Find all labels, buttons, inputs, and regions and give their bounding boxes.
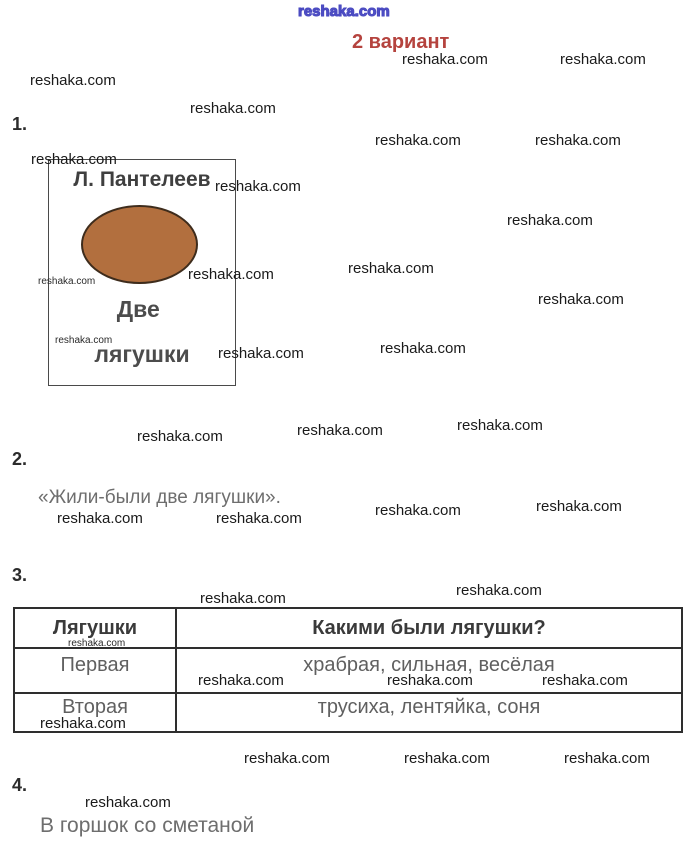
watermark: reshaka.com	[507, 212, 593, 229]
watermark: reshaka.com	[200, 590, 286, 607]
question-2-number: 2.	[12, 449, 28, 469]
watermark-outline: reshaka.com	[298, 3, 390, 20]
watermark: reshaka.com	[542, 672, 628, 689]
watermark: reshaka.com	[190, 100, 276, 117]
watermark: reshaka.com	[216, 510, 302, 527]
watermark: reshaka.com	[31, 151, 117, 168]
watermark: reshaka.com	[40, 715, 126, 732]
question-4-answer: В горшок со сметаной	[40, 814, 255, 837]
question-1-number: 1.	[12, 114, 28, 134]
watermark: reshaka.com	[198, 672, 284, 689]
book-title-line1: Две	[116, 296, 160, 322]
table-cell-frog: Вторая	[14, 693, 176, 732]
watermark: reshaka.com	[38, 276, 96, 287]
watermark: reshaka.com	[55, 335, 113, 346]
watermark: reshaka.com	[380, 340, 466, 357]
question-3-number: 3.	[12, 565, 28, 585]
watermark: reshaka.com	[560, 51, 646, 68]
table-header-question: Какими были лягушки?	[176, 608, 682, 648]
watermark: reshaka.com	[457, 417, 543, 434]
watermark: reshaka.com	[215, 178, 301, 195]
table-cell-traits: трусиха, лентяйка, соня	[176, 693, 682, 732]
watermark: reshaka.com	[535, 132, 621, 149]
book-title-line2: лягушки	[94, 341, 190, 367]
watermark: reshaka.com	[404, 750, 490, 767]
watermark: reshaka.com	[348, 260, 434, 277]
table-header-frogs: Лягушки	[14, 608, 176, 648]
table-cell-traits: храбрая, сильная, весёлая	[176, 648, 682, 693]
watermark: reshaka.com	[137, 428, 223, 445]
frog-drawing-ellipse	[81, 205, 198, 284]
watermark: reshaka.com	[68, 638, 126, 649]
watermark: reshaka.com	[375, 132, 461, 149]
question-2-answer: «Жили-были две лягушки».	[38, 487, 281, 508]
table-cell-frog: Первая	[14, 648, 176, 693]
watermark: reshaka.com	[536, 498, 622, 515]
watermark: reshaka.com	[188, 266, 274, 283]
watermark: reshaka.com	[564, 750, 650, 767]
watermark: reshaka.com	[57, 510, 143, 527]
watermark: reshaka.com	[402, 51, 488, 68]
page-title: 2 вариант	[352, 31, 450, 53]
watermark: reshaka.com	[538, 291, 624, 308]
watermark: reshaka.com	[30, 72, 116, 89]
watermark: reshaka.com	[244, 750, 330, 767]
watermark: reshaka.com	[85, 794, 171, 811]
watermark: reshaka.com	[387, 672, 473, 689]
question-4-number: 4.	[12, 775, 28, 795]
watermark: reshaka.com	[456, 582, 542, 599]
watermark: reshaka.com	[375, 502, 461, 519]
book-author: Л. Пантелеев	[73, 168, 211, 191]
watermark: reshaka.com	[218, 345, 304, 362]
watermark: reshaka.com	[297, 422, 383, 439]
